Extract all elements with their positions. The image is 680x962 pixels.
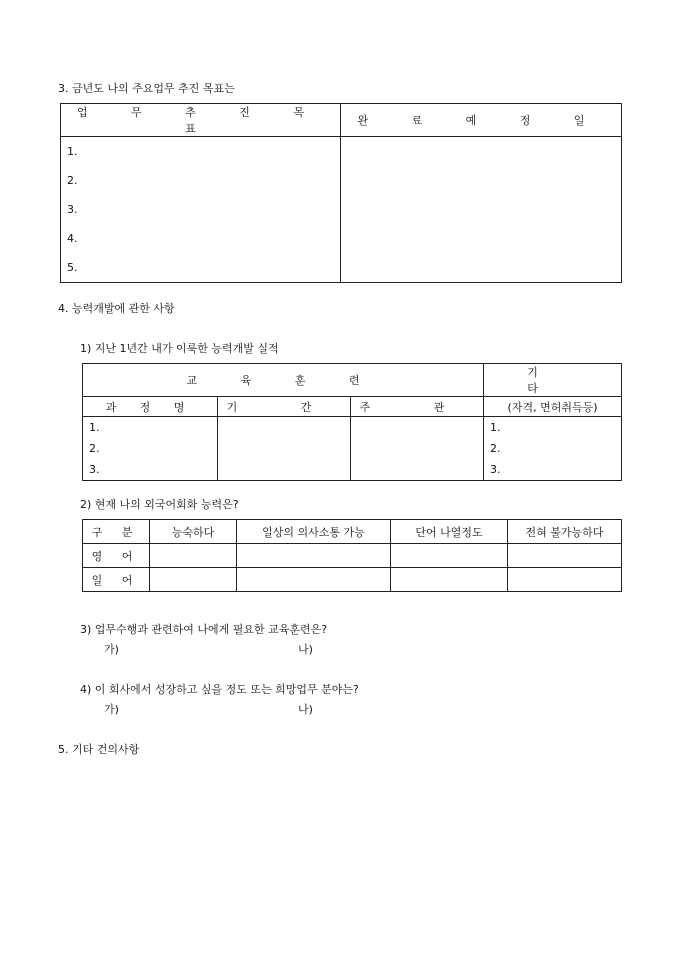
goal-item: 1.	[67, 145, 78, 158]
goal-item: 3.	[67, 203, 78, 216]
other-cell[interactable]	[484, 417, 622, 481]
training-group-header: 교 육 훈 련	[83, 364, 484, 397]
organizer-cell[interactable]	[351, 417, 484, 481]
goals-header-target: 업 무 추 진 목 표	[61, 104, 341, 137]
training-table	[82, 363, 622, 481]
lang-cell[interactable]	[391, 544, 508, 568]
goals-date-cell[interactable]	[341, 137, 622, 283]
course-cell[interactable]	[83, 417, 218, 481]
lang-cell[interactable]	[508, 544, 622, 568]
other-item: 1.	[490, 421, 501, 434]
sub3-title: 3) 업무수행과 관련하여 나에게 필요한 교육훈련은?	[80, 623, 328, 636]
sub4-item-a: 가)	[104, 703, 119, 716]
course-item: 2.	[89, 442, 100, 455]
lang-header-fluent: 능숙하다	[150, 520, 237, 544]
sub3-item-b: 나)	[298, 643, 313, 656]
section-5-title: 5. 기타 건의사항	[58, 743, 140, 756]
lang-cell[interactable]	[150, 568, 237, 592]
other-item: 3.	[490, 463, 501, 476]
lang-row-english: 영 어	[83, 544, 150, 568]
lang-cell[interactable]	[150, 544, 237, 568]
lang-cell[interactable]	[391, 568, 508, 592]
period-cell[interactable]	[218, 417, 351, 481]
lang-header-daily: 일상의 의사소통 가능	[237, 520, 391, 544]
goals-table	[60, 103, 622, 283]
sub3-item-a: 가)	[104, 643, 119, 656]
lang-header-category: 구 분	[83, 520, 150, 544]
lang-cell[interactable]	[237, 544, 391, 568]
course-item: 1.	[89, 421, 100, 434]
sub4-title: 4) 이 회사에서 성장하고 싶을 정도 또는 희망업무 분야는?	[80, 683, 359, 696]
goals-header-date: 완 료 예 정 일	[341, 104, 622, 137]
goal-item: 4.	[67, 232, 78, 245]
col-organizer: 주 관	[351, 397, 484, 417]
goal-item: 5.	[67, 261, 78, 274]
sub4-item-b: 나)	[298, 703, 313, 716]
other-subheader: (자격, 면허취득등)	[484, 397, 622, 417]
section-4-title: 4. 능력개발에 관한 사항	[58, 302, 175, 315]
sub2-title: 2) 현재 나의 외국어회화 능력은?	[80, 498, 239, 511]
section-3-title: 3. 금년도 나의 주요업무 추진 목표는	[58, 82, 235, 95]
language-table	[82, 519, 622, 592]
other-header: 기 타	[484, 364, 622, 397]
col-course-name: 과 정 명	[83, 397, 218, 417]
goal-item: 2.	[67, 174, 78, 187]
lang-cell[interactable]	[508, 568, 622, 592]
lang-header-none: 전혀 불가능하다	[508, 520, 622, 544]
goals-items-cell[interactable]	[61, 137, 341, 283]
sub1-title: 1) 지난 1년간 내가 이룩한 능력개발 실적	[80, 342, 279, 355]
other-item: 2.	[490, 442, 501, 455]
lang-cell[interactable]	[237, 568, 391, 592]
lang-header-words: 단어 나열정도	[391, 520, 508, 544]
lang-row-japanese: 일 어	[83, 568, 150, 592]
col-period: 기 간	[218, 397, 351, 417]
course-item: 3.	[89, 463, 100, 476]
